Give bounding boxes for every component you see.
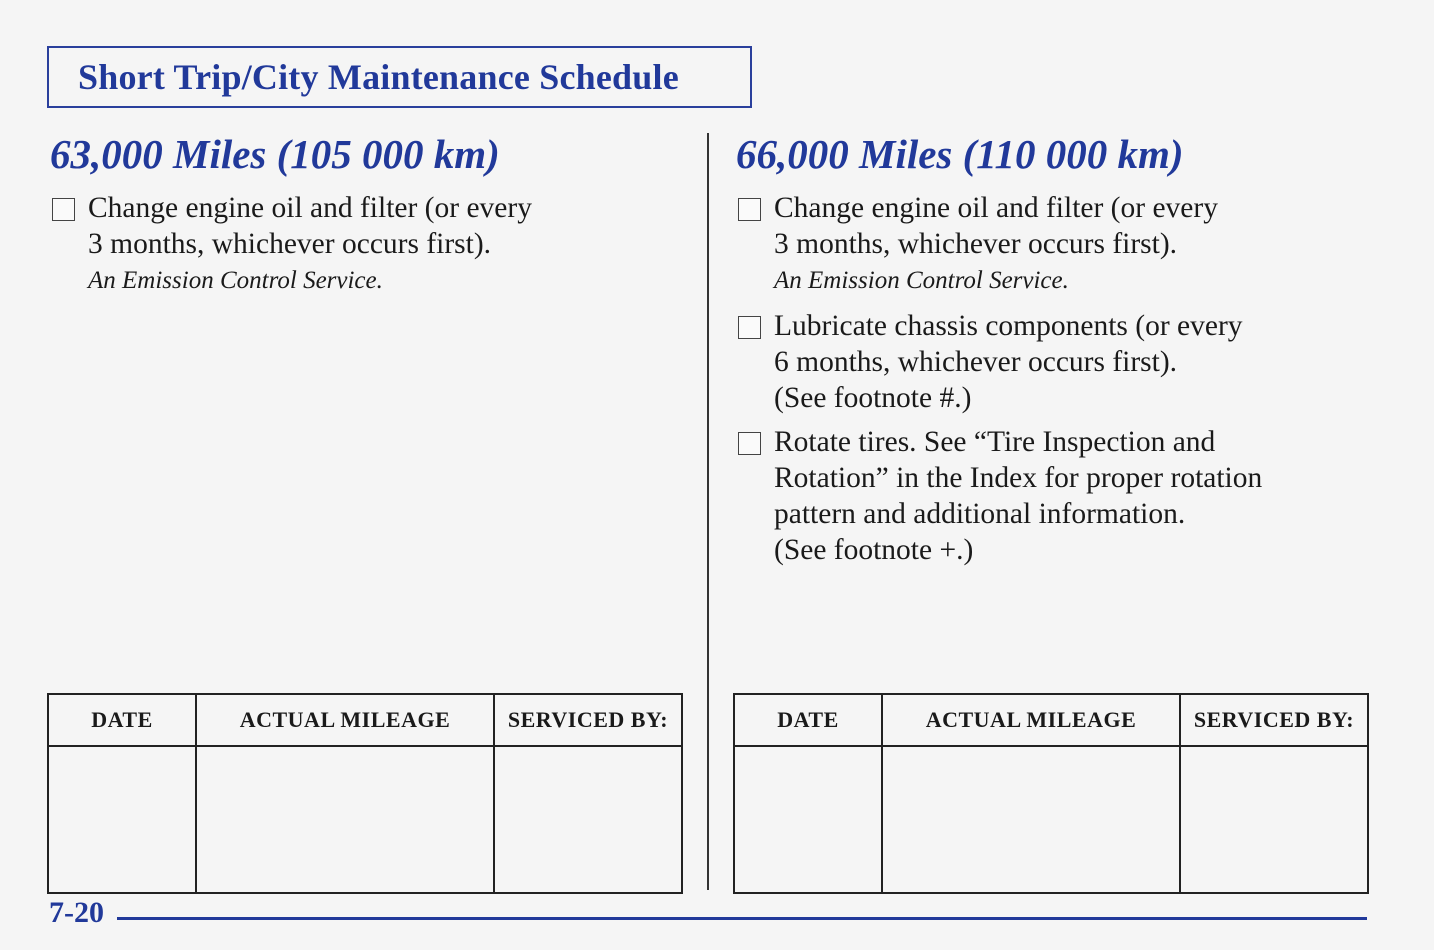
table-row (734, 746, 1368, 893)
date-cell[interactable] (734, 746, 882, 893)
task-line: Rotate tires. See “Tire Inspection and (774, 426, 1216, 458)
column-divider (707, 133, 709, 890)
left-column (50, 128, 690, 308)
task-line: (See footnote +.) (774, 534, 974, 566)
schedule-title: Short Trip/City Maintenance Schedule (78, 57, 679, 97)
emission-note: An Emission Control Service. (88, 267, 383, 294)
task-line: 3 months, whichever occurs first). (88, 228, 492, 260)
task-line: 3 months, whichever occurs first). (774, 228, 1178, 260)
task-line: Lubricate chassis components (or every (774, 310, 1243, 342)
task-lubricate-chassis (736, 308, 1376, 416)
column-header-date: DATE (734, 694, 882, 746)
column-header-actual-mileage: ACTUAL MILEAGE (196, 694, 494, 746)
column-header-serviced-by: SERVICED BY: (1180, 694, 1368, 746)
date-cell[interactable] (48, 746, 196, 893)
schedule-title-box (47, 46, 752, 108)
actual-mileage-cell[interactable] (882, 746, 1180, 893)
table-header-row (734, 694, 1368, 746)
checkbox-rotate-tires[interactable] (738, 432, 761, 455)
checkbox-lubricate-chassis[interactable] (738, 316, 761, 339)
task-change-oil (50, 190, 690, 300)
checkbox-change-oil[interactable] (52, 198, 75, 221)
serviced-by-cell[interactable] (494, 746, 682, 893)
task-line: (See footnote #.) (774, 382, 972, 414)
table-row (48, 746, 682, 893)
column-header-serviced-by: SERVICED BY: (494, 694, 682, 746)
task-line: Rotation” in the Index for proper rotation (774, 462, 1263, 494)
checkbox-change-oil[interactable] (738, 198, 761, 221)
serviced-by-cell[interactable] (1180, 746, 1368, 893)
service-record-table-66000 (733, 693, 1369, 894)
task-change-oil (736, 190, 1376, 300)
mileage-heading-66000: 66,000 Miles (110 000 km) (736, 131, 1184, 177)
task-line: pattern and additional information. (774, 498, 1186, 530)
task-line: Change engine oil and filter (or every (88, 192, 532, 224)
service-record-table-63000 (47, 693, 683, 894)
actual-mileage-cell[interactable] (196, 746, 494, 893)
column-header-date: DATE (48, 694, 196, 746)
task-rotate-tires (736, 424, 1376, 568)
right-column (736, 128, 1376, 576)
mileage-heading-63000: 63,000 Miles (105 000 km) (50, 131, 500, 177)
page-number: 7-20 (49, 896, 104, 929)
table-header-row (48, 694, 682, 746)
task-line: 6 months, whichever occurs first). (774, 346, 1178, 378)
column-header-actual-mileage: ACTUAL MILEAGE (882, 694, 1180, 746)
footer-rule (117, 917, 1367, 920)
emission-note: An Emission Control Service. (774, 267, 1069, 294)
task-line: Change engine oil and filter (or every (774, 192, 1218, 224)
